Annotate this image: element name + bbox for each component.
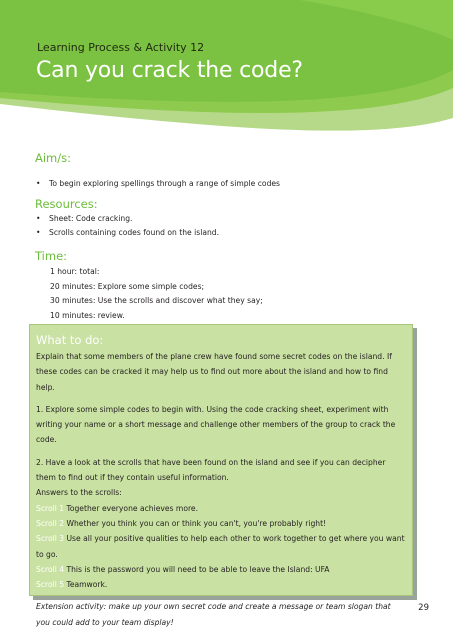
scroll-answer-3: Scroll 3 Use all your positive qualities to help each other to work together to get where you want to go. bbox=[36, 534, 405, 559]
list-item: • Sheet: Code cracking. bbox=[35, 212, 219, 226]
time-list bbox=[50, 265, 263, 323]
what-to-do-heading: What to do: bbox=[36, 333, 104, 347]
bullet-icon: • bbox=[36, 179, 41, 188]
list-item: 10 minutes: review. bbox=[50, 310, 125, 320]
scroll-answer-4: Scroll 4 This is the password you will need to be able to leave the Island: UFA bbox=[36, 564, 330, 574]
list-item: • Scrolls containing codes found on the island. bbox=[35, 226, 219, 240]
step-1-paragraph: 1. Explore some simple codes to begin with. Using the code cracking sheet, experiment with writing your name or a short message and challenge other members of the group to crack the code. bbox=[36, 404, 396, 445]
answers-heading: Answers to the scrolls: bbox=[36, 488, 122, 498]
scroll-answer-1: Scroll 1 Together everyone achieves more. bbox=[36, 503, 199, 513]
scroll-answer-5: Scroll 5 Teamwork. bbox=[36, 580, 108, 590]
page-number: 29 bbox=[418, 603, 429, 613]
list-item: 20 minutes: Explore some simple codes; bbox=[50, 281, 205, 291]
scroll-answer-2: Scroll 2 Whether you think you can or think you can't, you're probably right! bbox=[36, 518, 327, 528]
extension-activity: Extension activity: make up your own secret code and create a message or team slogan that you could add to your team display! bbox=[36, 602, 391, 627]
time-heading: Time: bbox=[35, 249, 68, 263]
aims-list bbox=[35, 177, 280, 191]
list-item: 30 minutes: Use the scrolls and discover what they say; bbox=[50, 296, 263, 305]
header-banner bbox=[0, 0, 453, 140]
step-2-paragraph: 2. Have a look at the scrolls that have been found on the island and see if you can decipher them to find out if they contain useful information. bbox=[36, 457, 386, 483]
resources-heading: Resources: bbox=[35, 197, 98, 211]
activity-kicker: Learning Process & Activity 12 bbox=[37, 41, 205, 54]
list-item: • To begin exploring spellings through a range of simple codes bbox=[35, 177, 280, 191]
bullet-icon: • bbox=[36, 214, 41, 223]
page-title: Can you crack the code? bbox=[36, 58, 303, 83]
list-item: 1 hour: total: bbox=[50, 267, 100, 276]
intro-paragraph: Explain that some members of the plane crew have found some secret codes on the island. If these codes can be cracked it may help us to find out more about the island and how to find help. bbox=[36, 352, 392, 392]
what-to-do-box bbox=[29, 324, 413, 627]
aims-heading: Aim/s: bbox=[35, 151, 72, 165]
resources-list bbox=[35, 212, 219, 240]
bullet-icon: • bbox=[36, 228, 41, 237]
